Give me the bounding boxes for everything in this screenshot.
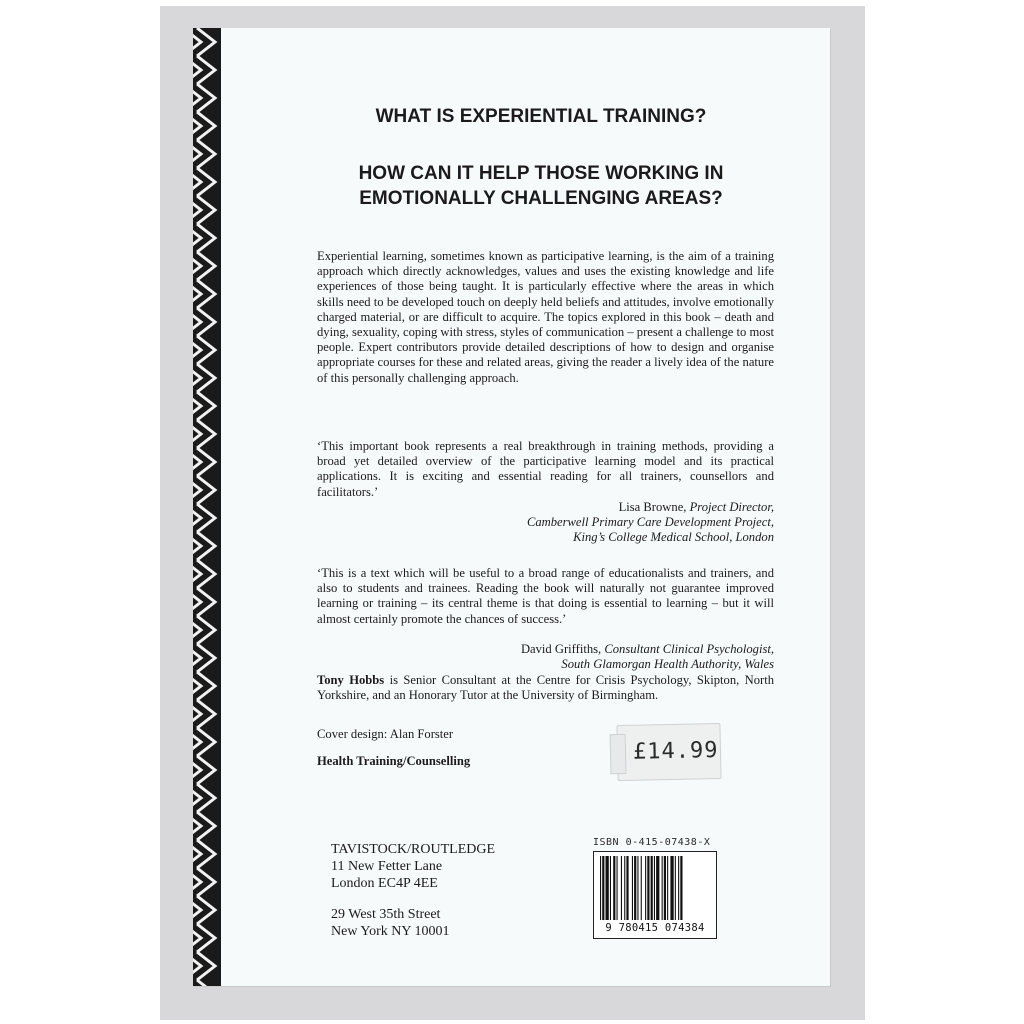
barcode-bar (651, 856, 653, 920)
barcode-bars (596, 854, 714, 922)
barcode-bar (634, 856, 636, 920)
barcode-bar (602, 856, 604, 920)
barcode (593, 851, 717, 939)
headline-primary: WHAT IS EXPERIENTIAL TRAINING? (375, 106, 707, 127)
barcode-bar (662, 856, 663, 920)
quote-2-org-line-1: South Glamorgan Health Authority, Wales (561, 657, 774, 672)
barcode-bar (641, 856, 642, 920)
barcode-bar (610, 856, 611, 920)
price-sticker (616, 723, 721, 781)
price-text: £14.99 (632, 737, 719, 765)
quote-1-text: ‘This important book represents a real breakthrough in training methods, providing a broad yet detailed overview of the participative learning model and its practical applications. It is exciting and essential reading for all trainers, counsellors and facilitators.’ (317, 439, 774, 499)
barcode-bar (600, 856, 601, 920)
publisher-address-uk-1: 11 New Fetter Lane (331, 859, 443, 874)
author-bio (317, 673, 774, 703)
quote-1-attribution (317, 500, 774, 546)
barcode-bar (624, 856, 625, 920)
cover-content (221, 28, 830, 986)
book-description: Experiential learning, sometimes known as participative learning, is the aim of a training approach which directly acknowledges, values and uses the existing knowledge and life experiences of those being taught. It is particularly effective where the areas in which skills need to be developed touch on deeply held beliefs and attitudes, involve emotionally charged material, or are difficult to acquire. The topics explored in this book – death and dying, sexuality, coping with stress, styles of communication – present a challenge to most people. Expert contributors provide detailed descriptions of how to design and organise appropriate courses for these and related areas, giving the reader a lively idea of the nature of this personally challenging approach. (317, 249, 774, 385)
price-sticker-tab (610, 734, 627, 774)
headline-secondary: HOW CAN IT HELP THOSE WORKING IN EMOTIONALLY CHALLENGING AREAS? (358, 163, 724, 209)
barcode-bar (647, 856, 649, 920)
barcode-bar (606, 856, 609, 920)
barcode-bar (637, 856, 638, 920)
quote-2-name: David Griffiths, (520, 642, 602, 656)
barcode-bar (621, 856, 622, 920)
barcode-number: 9 780415 074384 (596, 922, 714, 934)
quote-1-name: Lisa Browne, (618, 500, 687, 514)
barcode-bar (670, 856, 673, 920)
publisher-address-us-2: New York NY 10001 (331, 924, 450, 939)
isbn-label: ISBN 0-415-07438-X (593, 837, 711, 848)
subject-category: Health Training/Counselling (317, 754, 471, 768)
quote-2-text: ‘This is a text which will be useful to a broad range of educationalists and trainers, and also to students and trainees. Reading the book will naturally not guarantee improved learning or training – its central theme is that doing is essential to learning – but it will almost certainly promote the chances of success.’ (317, 566, 774, 626)
barcode-bar (654, 856, 655, 920)
author-bio-text: is Senior Consultant at the Centre for Crisis Psychology, Skipton, North Yorkshire, and an Honorary Tutor at the University of Birmingham. (317, 673, 775, 703)
quote-2-attribution (317, 642, 774, 672)
barcode-bar (626, 856, 628, 920)
publisher-block (331, 841, 495, 940)
barcode-bar (617, 856, 618, 920)
barcode-bar (680, 856, 682, 920)
author-name: Tony Hobbs (317, 673, 385, 687)
quote-1-org-line-2: King’s College Medical School, London (573, 530, 774, 545)
quote-2-title: Consultant Clinical Psychologist, (604, 642, 774, 656)
barcode-bar (656, 856, 659, 920)
publisher-name: TAVISTOCK/ROUTLEDGE (331, 842, 496, 857)
quote-1-title: Project Director, (689, 500, 774, 514)
barcode-bar (667, 856, 668, 920)
barcode-bar (645, 856, 646, 920)
quote-1-org-line-1: Camberwell Primary Care Development Project, (526, 515, 774, 530)
barcode-bar (664, 856, 666, 920)
barcode-bar (632, 856, 633, 920)
publisher-address-uk-2: London EC4P 4EE (331, 876, 438, 891)
barcode-bar (678, 856, 679, 920)
publisher-address-us-1: 29 West 35th Street (331, 907, 441, 922)
barcode-bar (613, 856, 615, 920)
spine-zigzag-pattern (193, 28, 221, 986)
cover-design-credit: Cover design: Alan Forster (317, 727, 454, 741)
barcode-bar (675, 856, 676, 920)
